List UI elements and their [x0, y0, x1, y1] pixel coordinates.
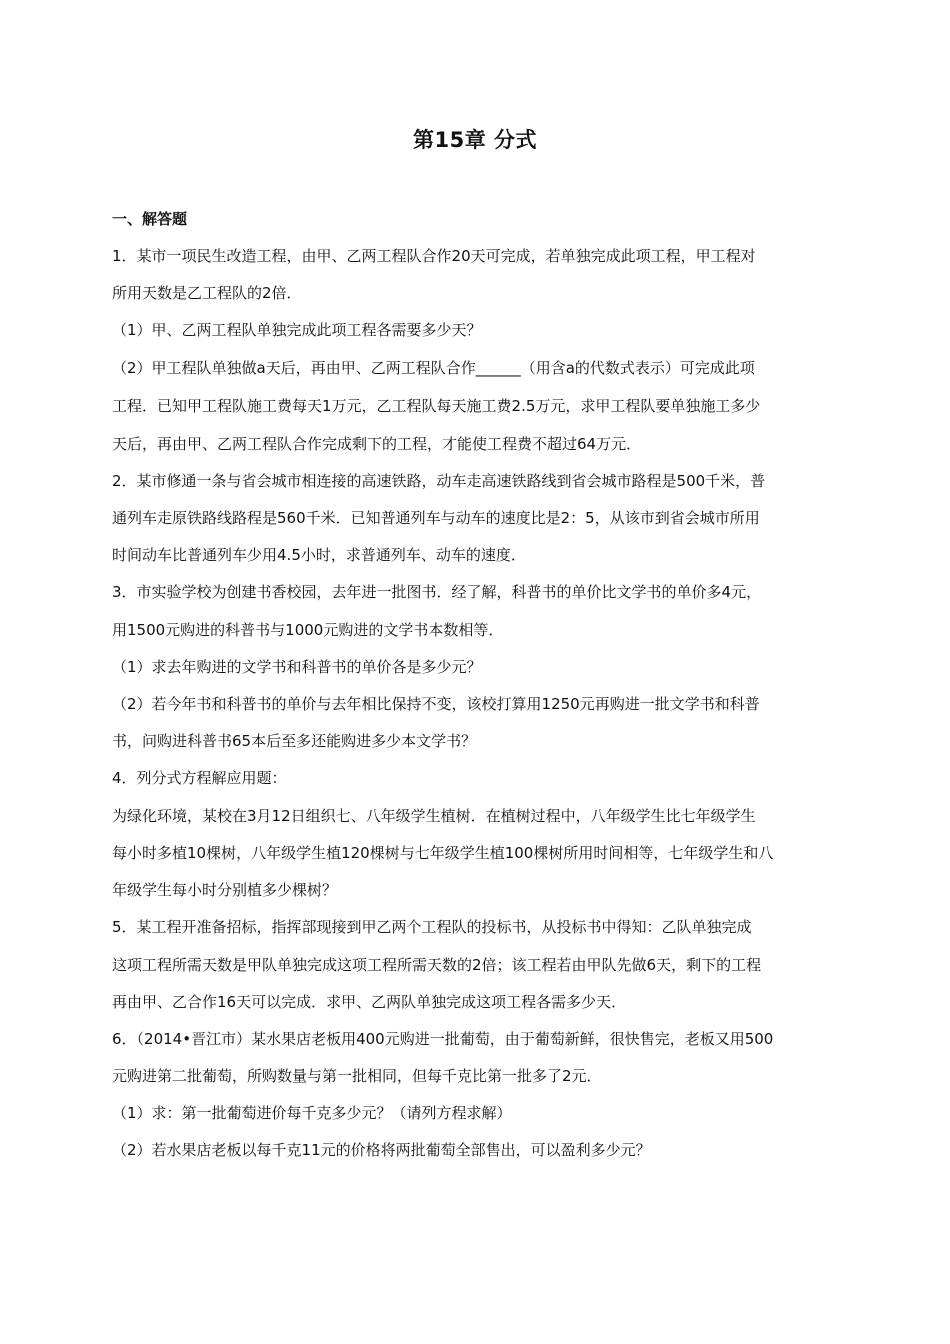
text-line: 年级学生每小时分别植多少棵树？	[112, 881, 338, 899]
text-line: （1）求去年购进的文学书和科普书的单价各是多少元？	[112, 658, 482, 676]
text-line: （1）甲、乙两工程队单独完成此项工程各需要多少天？	[112, 321, 482, 339]
text-line: 5．某工程开准备招标，指挥部现接到甲乙两个工程队的投标书，从投标书中得知：乙队单独完成	[112, 918, 752, 936]
text-line: 时间动车比普通列车少用4.5小时，求普通列车、动车的速度．	[112, 546, 526, 564]
text-line: 元购进第二批葡萄，所购数量与第一批相同，但每千克比第一批多了2元．	[112, 1067, 602, 1085]
text-line: 工程．已知甲工程队施工费每天1万元，乙工程队每天施工费2.5万元，求甲工程队要单独施工多少	[112, 397, 761, 415]
text-line: 通列车走原铁路线路程是560千米．已知普通列车与动车的速度比是2：5，从该市到省会城市所用	[112, 509, 760, 527]
text-line: 1．某市一项民生改造工程，由甲、乙两工程队合作20天可完成，若单独完成此项工程，甲工程对	[112, 247, 756, 265]
text-line: 这项工程所需天数是甲队单独完成这项工程所需天数的2倍；该工程若由甲队先做6天，剩下的工程	[112, 956, 762, 974]
text-line: 书，问购进科普书65本后至多还能购进多少本文学书？	[112, 732, 477, 750]
text-line: 4．列分式方程解应用题：	[112, 769, 287, 787]
page-title: 第15章 分式	[412, 128, 538, 152]
text-line: 天后，再由甲、乙两工程队合作完成剩下的工程，才能使工程费不超过64万元．	[112, 435, 642, 453]
section-heading: 一、解答题	[112, 210, 188, 228]
text-line: 3．市实验学校为创建书香校园，去年进一批图书．经了解，科普书的单价比文学书的单价多4元，	[112, 583, 762, 601]
text-line: （2）若水果店老板以每千克11元的价格将两批葡萄全部售出，可以盈利多少元？	[112, 1141, 651, 1159]
text-line: 6．（2014•晋江市）某水果店老板用400元购进一批葡萄，由于葡萄新鲜，很快售完，老板又用500	[112, 1030, 774, 1048]
text-line: 2．某市修通一条与省会城市相连接的高速铁路，动车走高速铁路线到省会城市路程是500千米，普	[112, 472, 766, 490]
text-line: 每小时多植10棵树，八年级学生植120棵树与七年级学生植100棵树所用时间相等，七年级学生和八	[112, 844, 774, 862]
text-line: 为绿化环境，某校在3月12日组织七、八年级学生植树．在植树过程中，八年级学生比七年级学生	[112, 807, 756, 825]
text-line: 再由甲、乙合作16天可以完成．求甲、乙两队单独完成这项工程各需多少天．	[112, 993, 627, 1011]
text-line: （1）求：第一批葡萄进价每千克多少元？（请列方程求解）	[112, 1104, 512, 1122]
text-line: （2）若今年书和科普书的单价与去年相比保持不变，该校打算用1250元再购进一批文学书和科普	[112, 695, 760, 713]
text-line: 用1500元购进的科普书与1000元购进的文学书本数相等．	[112, 621, 504, 639]
text-line: （2）甲工程队单独做a天后，再由甲、乙两工程队合作______（用含a的代数式表示）可完成此项	[112, 359, 755, 377]
text-line: 所用天数是乙工程队的2倍．	[112, 284, 302, 302]
